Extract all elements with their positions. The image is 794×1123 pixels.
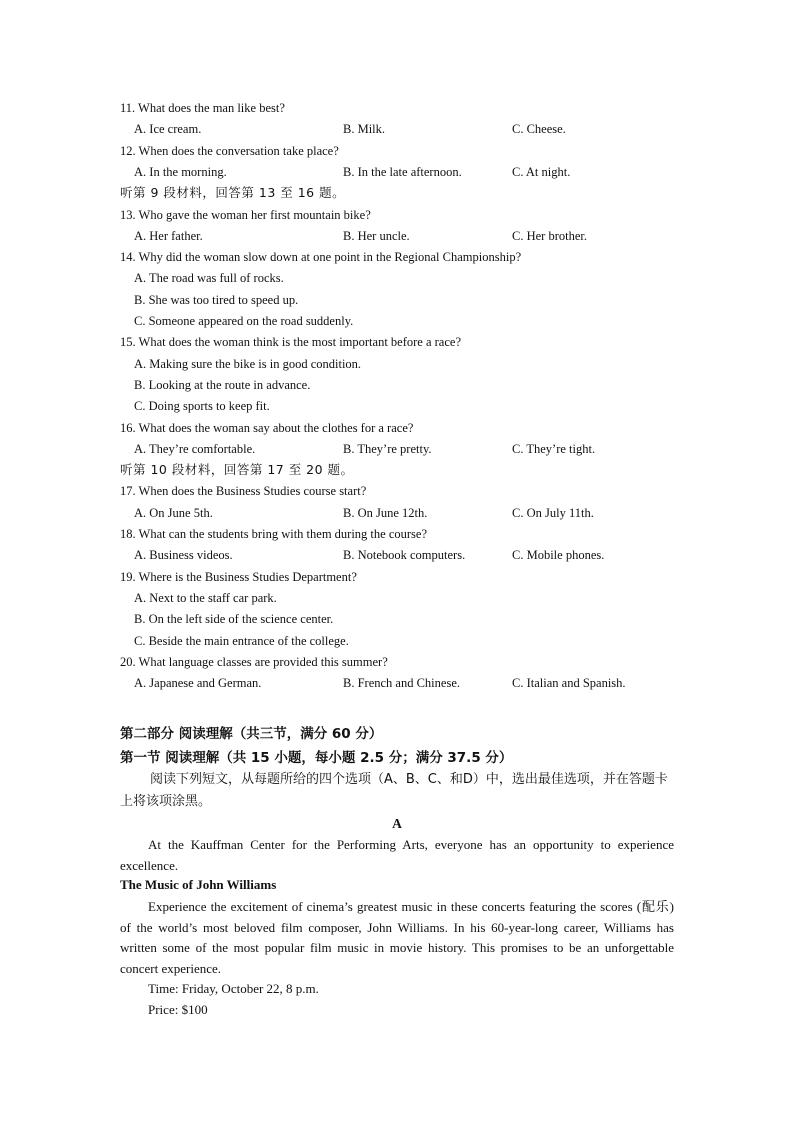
answer-option: C. They’re tight.: [512, 441, 596, 456]
answer-option: A. On June 5th.: [134, 505, 213, 520]
answer-option: C. Italian and Spanish.: [512, 676, 626, 691]
event-time: Time: Friday, October 22, 8 p.m.: [148, 981, 319, 996]
question-stem: 11. What does the man like best?: [120, 101, 285, 115]
event-description: Experience the excitement of cinema’s greatest music in these concerts featuring the scores (配乐) of the world’s most beloved film composer, John Williams. In his 60-year-long career, Williams has written some of the most popular film music in movie history. This promises to be an unforgettable concert experience.: [120, 899, 674, 976]
question-stem: 18. What can the students bring with them during the course?: [120, 527, 427, 541]
section-instruction: 听第 9 段材料，回答第 13 至 16 题。: [120, 185, 346, 201]
question-stem: 12. When does the conversation take place?: [120, 143, 339, 158]
answer-option: B. They’re pretty.: [343, 441, 432, 456]
question-stem: 15. What does the woman think is the most important before a race?: [120, 335, 461, 350]
answer-option: A. Business videos.: [134, 548, 233, 563]
answer-option: C. Her brother.: [512, 228, 587, 243]
event-title: The Music of John Williams: [120, 877, 277, 892]
passage-label: A: [392, 816, 402, 831]
answer-option: C. Someone appeared on the road suddenly.: [134, 314, 354, 328]
answer-option: B. On June 12th.: [343, 505, 428, 520]
answer-option: A. They’re comfortable.: [134, 441, 256, 456]
answer-option: B. Looking at the route in advance.: [134, 377, 311, 392]
question-stem: 13. Who gave the woman her first mountain bike?: [120, 207, 371, 222]
answer-option: A. Japanese and German.: [134, 676, 262, 691]
answer-option: C. Mobile phones.: [512, 548, 605, 563]
answer-option: C. At night.: [512, 164, 571, 179]
answer-option: C. On July 11th.: [512, 505, 594, 520]
answer-option: B. Her uncle.: [343, 228, 410, 243]
answer-option: B. Milk.: [343, 122, 386, 137]
question-stem: 19. Where is the Business Studies Department?: [120, 569, 357, 584]
answer-option: C. Beside the main entrance of the college.: [134, 633, 349, 648]
question-stem: 16. What does the woman say about the clothes for a race?: [120, 420, 414, 435]
answer-option: B. She was too tired to speed up.: [134, 292, 299, 307]
reading-instructions: 阅读下列短文，从每题所给的四个选项（A、B、C、和D）中，选出最佳选项，并在答题卡上将该项涂黑。: [120, 772, 668, 809]
section-heading: 第一节 阅读理解（共 15 小题，每小题 2.5 分；满分 37.5 分）: [120, 750, 513, 766]
part-heading: 第二部分 阅读理解（共三节，满分 60 分）: [120, 726, 383, 742]
answer-option: C. Doing sports to keep fit.: [134, 399, 270, 414]
answer-option: A. Her father.: [134, 228, 203, 243]
passage-intro: At the Kauffman Center for the Performing Arts, everyone has an opportunity to experience excellence.: [120, 837, 674, 873]
answer-option: B. On the left side of the science center.: [134, 612, 334, 627]
answer-option: A. The road was full of rocks.: [134, 271, 284, 286]
answer-option: B. French and Chinese.: [343, 676, 460, 691]
answer-option: B. In the late afternoon.: [343, 164, 462, 179]
answer-option: A. Making sure the bike is in good condition.: [134, 356, 362, 371]
event-price: Price: $100: [148, 1002, 208, 1017]
answer-option: B. Notebook computers.: [343, 548, 466, 563]
section-instruction: 听第 10 段材料，回答第 17 至 20 题。: [120, 462, 354, 478]
answer-option: A. Ice cream.: [134, 122, 202, 137]
answer-option: A. In the morning.: [134, 164, 227, 179]
answer-option: A. Next to the staff car park.: [134, 590, 277, 605]
question-stem: 14. Why did the woman slow down at one point in the Regional Championship?: [120, 250, 522, 265]
question-stem: 17. When does the Business Studies course start?: [120, 484, 367, 499]
answer-option: C. Cheese.: [512, 122, 566, 137]
question-stem: 20. What language classes are provided this summer?: [120, 654, 388, 669]
